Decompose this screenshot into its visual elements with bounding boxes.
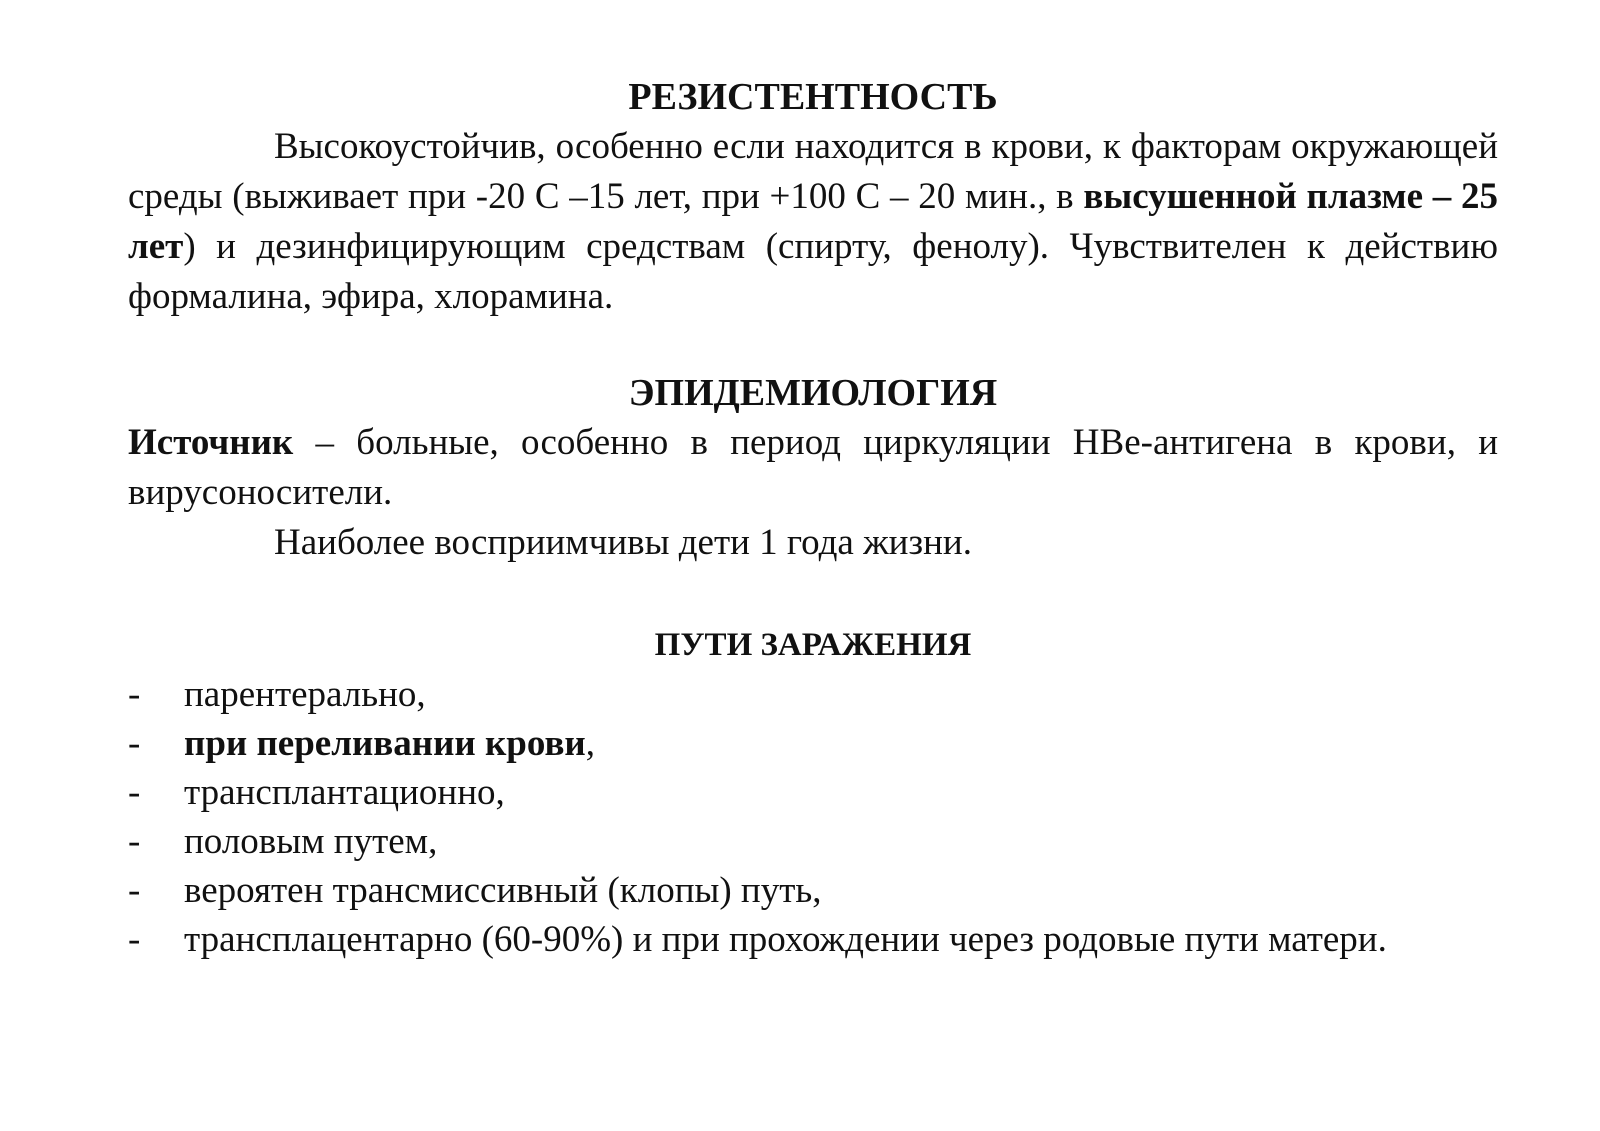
list-item-text: трансплантационно,: [184, 772, 505, 813]
epidemiology-heading: ЭПИДЕМИОЛОГИЯ: [628, 372, 998, 414]
transmission-list: [128, 670, 1498, 964]
resistance-bold-fact: высушенной плазме – 25 лет: [128, 176, 1498, 267]
list-item-text: трансплацентарно (60-90%) и при прохождении через родовые пути матери.: [184, 919, 1387, 960]
source-paragraph: [128, 418, 1498, 518]
source-text: – больные, особенно в период циркуляции HBe-антигена в крови, и вирусоносители.: [128, 422, 1498, 513]
list-item: [128, 817, 1498, 866]
susceptibility-paragraph: Наиболее восприимчивы дети 1 года жизни.: [274, 522, 972, 563]
resistance-text-start: Высокоустойчив, особенно если находится в крови, к факторам окружающей среды (выживает при -20 С –15 лет, при +100 С – 20 мин., в: [128, 126, 1498, 217]
list-item: [128, 768, 1498, 817]
resistance-heading: РЕЗИСТЕНТНОСТЬ: [628, 76, 998, 118]
resistance-paragraph: [128, 122, 1498, 322]
list-item-tail: ,: [585, 723, 595, 764]
list-item-text: вероятен трансмиссивный (клопы) путь,: [184, 870, 822, 911]
transmission-heading: ПУТИ ЗАРАЖЕНИЯ: [654, 627, 972, 663]
list-dash: -: [128, 821, 141, 862]
list-item-text: половым путем,: [184, 821, 438, 862]
list-item: [128, 670, 1498, 719]
resistance-text-end: ) и дезинфицирующим средствам (спирту, фенолу). Чувствителен к действию формалина, эфира, хлорамина.: [128, 226, 1498, 317]
list-dash: -: [128, 723, 141, 764]
list-item: [128, 866, 1498, 915]
source-label: Источник: [128, 422, 294, 463]
list-dash: -: [128, 772, 141, 813]
list-item-text: парентерально,: [184, 674, 426, 715]
list-item-bold-text: при переливании крови: [184, 723, 586, 764]
list-item: [128, 915, 1498, 964]
list-dash: -: [128, 870, 141, 911]
list-dash: -: [128, 674, 141, 715]
document-page: [128, 72, 1498, 964]
list-dash: -: [128, 919, 141, 960]
list-item: [128, 719, 1498, 768]
